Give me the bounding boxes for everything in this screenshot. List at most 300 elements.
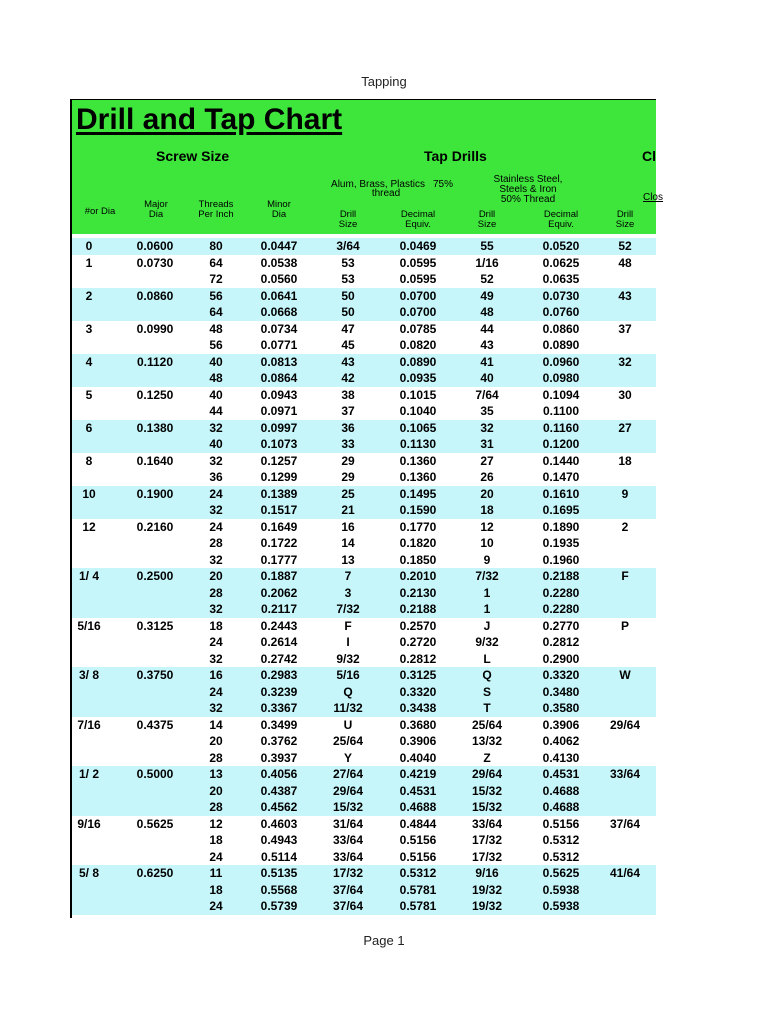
ss-decimal-equiv: 0.0730 [542,288,580,303]
drill-size: 9/32 [336,651,360,666]
table-row [72,552,656,569]
ss-decimal-equiv: 0.1610 [542,486,580,501]
minor-dia: 0.1517 [260,503,298,517]
decimal-equiv: 0.5156 [399,849,437,864]
subhead-stainless-3: 50% Thread [500,194,556,205]
table-group [72,717,656,767]
decimal-equiv: 0.2010 [399,569,437,583]
ss-drill-size: 10 [480,536,494,550]
major-dia: 0.0600 [136,239,174,253]
table-row [72,849,656,866]
threads-per-inch: 32 [209,453,223,468]
ss-decimal-equiv: 0.0960 [542,354,580,369]
decimal-equiv: 0.3906 [399,734,437,748]
ss-drill-size: 7/32 [475,569,499,583]
drill-size: 3/64 [336,239,360,253]
table-group [72,618,656,668]
minor-dia: 0.2614 [260,635,298,649]
threads-per-inch: 18 [209,833,223,847]
drill-size: 37/64 [332,899,364,913]
threads-per-inch: 24 [209,519,223,534]
decimal-equiv: 0.5781 [399,882,437,897]
table-row [72,255,656,272]
ss-decimal-equiv: 0.3580 [542,701,580,715]
minor-dia: 0.0997 [260,420,298,435]
subhead-stainless-2: Steels & Iron [499,184,557,195]
decimal-equiv: 0.0890 [399,354,437,369]
col-head-decimal-1: Decimal [400,209,436,220]
decimal-equiv: 0.3438 [399,701,437,715]
col-head-threads-2: Per Inch [198,209,234,220]
drill-size: 14 [341,536,355,550]
col-head-dia: #or Dia [84,206,116,217]
clearance-drill: 30 [618,387,632,402]
table-group [72,354,656,387]
drill-size: 16 [341,519,355,534]
ss-decimal-equiv: 0.2280 [542,585,580,600]
table-row [72,271,656,288]
drill-size: 37/64 [332,882,364,897]
ss-decimal-equiv: 0.4062 [542,734,580,748]
table-group [72,321,656,354]
table-row [72,865,656,882]
subhead-alum: Alum, Brass, Plastics [331,179,425,190]
table-row [72,634,656,651]
drill-size: 13 [341,552,355,567]
header-band [72,100,663,234]
minor-dia: 0.0771 [260,338,298,352]
col-head-major-1: Major [144,199,168,210]
drill-size: 21 [341,503,355,517]
ss-drill-size: 44 [480,321,494,336]
ss-decimal-equiv: 0.4688 [542,800,580,814]
major-dia: 0.2500 [136,569,174,583]
minor-dia: 0.0538 [260,255,298,270]
subhead-alum-thread: thread [371,188,401,199]
clearance-drill: 29/64 [609,717,641,732]
ss-drill-size: 18 [480,503,494,517]
major-dia: 0.3750 [136,668,174,682]
table-group [72,766,656,816]
major-dia: 0.1250 [136,387,174,402]
minor-dia: 0.4387 [260,783,298,798]
major-dia: 0.6250 [136,866,174,880]
clearance-drill: 32 [618,354,632,369]
table-row [72,304,656,321]
ss-drill-size: 43 [480,338,494,352]
ss-decimal-equiv: 0.0635 [542,272,580,286]
minor-dia: 0.4603 [260,816,298,831]
major-dia: 0.1120 [136,354,174,369]
major-dia: 0.1900 [136,486,174,501]
table-group [72,288,656,321]
table-group [72,420,656,453]
ss-decimal-equiv: 0.4688 [542,783,580,798]
drill-size: 29 [341,470,355,484]
ss-decimal-equiv: 0.5312 [542,849,580,864]
ss-decimal-equiv: 0.2812 [542,635,580,649]
drill-size: 45 [341,338,355,352]
drill-size: 3 [344,585,352,600]
table-group [72,865,656,915]
drill-size: 36 [341,420,355,435]
ss-drill-size: 20 [480,486,494,501]
section-tap-drills: Tap Drills [424,148,487,164]
table-row [72,733,656,750]
major-dia: 0.0860 [136,288,174,303]
clearance-drill: 37 [618,321,632,336]
drill-size: 33/64 [332,849,364,864]
clearance-drill: 9 [621,486,629,501]
table-row [72,436,656,453]
table-row [72,469,656,486]
ss-drill-size: 49 [480,288,494,303]
major-dia: 0.5625 [136,816,174,831]
col-head-minor-1: Minor [267,199,291,210]
ss-drill-size: Q [482,668,492,682]
threads-per-inch: 28 [209,750,223,765]
decimal-equiv: 0.4219 [399,767,437,781]
minor-dia: 0.3762 [260,734,298,748]
minor-dia: 0.1257 [260,453,298,468]
decimal-equiv: 0.1850 [399,552,437,567]
ss-drill-size: 31 [480,437,494,451]
threads-per-inch: 72 [209,272,223,286]
ss-drill-size: 26 [480,470,494,484]
decimal-equiv: 0.0820 [399,338,437,352]
threads-per-inch: 24 [209,899,223,913]
decimal-equiv: 0.1040 [399,404,437,418]
drill-size: Y [343,750,352,765]
drill-size: 5/16 [336,668,360,682]
ss-drill-size: 40 [480,371,494,385]
decimal-equiv: 0.2812 [399,651,437,666]
threads-per-inch: 40 [209,437,223,451]
drill-size: 53 [341,272,355,286]
minor-dia: 0.5739 [260,899,298,913]
table-row [72,420,656,437]
decimal-equiv: 0.1770 [399,519,437,534]
ss-drill-size: 33/64 [471,816,503,831]
decimal-equiv: 0.0595 [399,272,437,286]
drill-size: Q [343,684,353,699]
minor-dia: 0.0668 [260,305,298,319]
screw-dia: 7/16 [77,717,101,732]
minor-dia: 0.1299 [260,470,298,484]
subhead-closed-link[interactable]: Clos [642,192,663,203]
threads-per-inch: 36 [209,470,223,484]
col-head-threads-1: Threads [198,199,234,210]
clearance-drill: 41/64 [609,866,641,880]
minor-dia: 0.1073 [260,437,298,451]
major-dia: 0.0990 [136,321,174,336]
col-head-drill-b-2: Size [477,219,497,230]
table-row [72,337,656,354]
clearance-drill: 18 [618,453,632,468]
drill-size: 43 [341,354,355,369]
ss-drill-size: 19/32 [471,899,503,913]
table-group [72,519,656,569]
col-head-decimal-2: Equiv. [405,219,431,230]
ss-decimal-equiv: 0.1935 [542,536,580,550]
table-row [72,453,656,470]
ss-decimal-equiv: 0.2280 [542,602,580,616]
drill-size: 47 [341,321,355,336]
ss-decimal-equiv: 0.0625 [542,255,580,270]
drill-size: 53 [341,255,355,270]
ss-drill-size: 17/32 [471,849,503,864]
threads-per-inch: 48 [209,321,223,336]
table-group [72,387,656,420]
ss-drill-size: 29/64 [471,767,503,781]
minor-dia: 0.1649 [260,519,298,534]
major-dia: 0.2160 [136,519,174,534]
threads-per-inch: 32 [209,701,223,715]
ss-decimal-equiv: 0.3906 [542,717,580,732]
table-row [72,238,656,255]
ss-drill-size: 19/32 [471,882,503,897]
minor-dia: 0.1389 [260,486,298,501]
decimal-equiv: 0.2188 [399,602,437,616]
ss-decimal-equiv: 0.1160 [542,420,580,435]
drill-size: 50 [341,288,355,303]
table-group [72,667,656,717]
decimal-equiv: 0.4531 [399,783,437,798]
minor-dia: 0.3367 [260,701,298,715]
ss-drill-size: 41 [480,354,494,369]
threads-per-inch: 48 [209,371,223,385]
screw-dia: 3 [85,321,93,336]
decimal-equiv: 0.3680 [399,717,437,732]
major-dia: 0.4375 [136,717,174,732]
screw-dia: 1/ 2 [78,767,99,781]
ss-drill-size: J [483,618,491,633]
table-row [72,651,656,668]
ss-decimal-equiv: 0.2770 [542,618,580,633]
threads-per-inch: 40 [209,387,223,402]
drill-size: 15/32 [332,800,364,814]
table-group [72,816,656,866]
ss-decimal-equiv: 0.1960 [542,552,580,567]
ss-drill-size: 9 [483,552,491,567]
table-row [72,832,656,849]
table-row [72,882,656,899]
table-row [72,502,656,519]
table-group [72,568,656,618]
ss-decimal-equiv: 0.4531 [542,767,580,781]
minor-dia: 0.0560 [260,272,298,286]
ss-decimal-equiv: 0.3480 [542,684,580,699]
decimal-equiv: 0.1590 [399,503,437,517]
ss-decimal-equiv: 0.5625 [542,866,580,880]
ss-drill-size: 48 [480,305,494,319]
drill-size: 29/64 [332,783,364,798]
table-row [72,601,656,618]
drill-size: 27/64 [332,767,364,781]
screw-dia: 5 [85,387,93,402]
screw-dia: 2 [85,288,93,303]
threads-per-inch: 32 [209,651,223,666]
threads-per-inch: 32 [209,420,223,435]
drill-size: 50 [341,305,355,319]
screw-dia: 10 [82,486,96,501]
drill-size: 38 [341,387,355,402]
drill-size: 33 [341,437,355,451]
ss-decimal-equiv: 0.1094 [542,387,580,402]
clearance-drill: W [619,668,631,682]
ss-decimal-equiv: 0.5312 [542,833,580,847]
decimal-equiv: 0.5312 [399,866,437,880]
decimal-equiv: 0.2720 [399,635,437,649]
clearance-drill: 37/64 [609,816,641,831]
ss-drill-size: 9/16 [475,866,499,880]
decimal-equiv: 0.1360 [399,470,437,484]
ss-drill-size: 17/32 [471,833,503,847]
table-row [72,684,656,701]
table-row [72,354,656,371]
minor-dia: 0.4943 [260,833,298,847]
threads-per-inch: 18 [209,618,223,633]
threads-per-inch: 14 [209,717,223,732]
ss-decimal-equiv: 0.3320 [542,668,580,682]
minor-dia: 0.2117 [260,602,298,616]
table-row [72,370,656,387]
table-row [72,486,656,503]
major-dia: 0.1380 [136,420,174,435]
table-row [72,568,656,585]
minor-dia: 0.4056 [260,767,298,781]
screw-dia: 4 [85,354,93,369]
drill-size: 42 [341,371,355,385]
ss-decimal-equiv: 0.5156 [542,816,580,831]
clearance-drill: 33/64 [609,767,641,781]
major-dia: 0.0730 [136,255,174,270]
ss-drill-size: 35 [480,404,494,418]
ss-drill-size: 12 [480,519,494,534]
clearance-drill: 48 [618,255,632,270]
screw-dia: 3/ 8 [78,668,99,682]
subhead-alum-pct: 75% [432,179,453,190]
drill-size: 33/64 [332,833,364,847]
screw-dia: 5/16 [77,618,101,633]
clearance-drill: 52 [618,239,632,253]
decimal-equiv: 0.4844 [399,816,437,831]
decimal-equiv: 0.3125 [399,668,437,682]
minor-dia: 0.0813 [260,354,298,369]
table-row [72,387,656,404]
ss-decimal-equiv: 0.0760 [542,305,580,319]
ss-drill-size: 55 [480,239,494,253]
minor-dia: 0.3239 [260,684,298,699]
decimal-equiv: 0.0700 [399,305,437,319]
threads-per-inch: 32 [209,552,223,567]
minor-dia: 0.4562 [260,800,298,814]
table-row [72,783,656,800]
threads-per-inch: 20 [209,734,223,748]
decimal-equiv: 0.1130 [399,437,437,451]
decimal-equiv: 0.0935 [399,371,437,385]
screw-dia: 1 [85,255,93,270]
minor-dia: 0.1777 [260,552,298,567]
drill-size: F [344,618,352,633]
ss-drill-size: 32 [480,420,494,435]
screw-dia: 1/ 4 [78,569,99,583]
clearance-drill: F [621,569,629,583]
threads-per-inch: 28 [209,800,223,814]
table-row [72,667,656,684]
decimal-equiv: 0.0469 [399,239,437,253]
major-dia: 0.5000 [136,767,174,781]
decimal-equiv: 0.1360 [399,453,437,468]
page-footer: Page 1 [363,933,405,948]
ss-decimal-equiv: 0.1440 [542,453,580,468]
screw-dia: 0 [85,239,93,253]
drill-size: 31/64 [332,816,364,831]
threads-per-inch: 24 [209,849,223,864]
table-group [72,255,656,288]
decimal-equiv: 0.3320 [399,684,437,699]
minor-dia: 0.0734 [260,321,298,336]
major-dia: 0.3125 [136,618,174,633]
decimal-equiv: 0.1065 [399,420,437,435]
threads-per-inch: 18 [209,882,223,897]
table-group [72,238,656,255]
threads-per-inch: 20 [209,783,223,798]
decimal-equiv: 0.0595 [399,255,437,270]
drill-size: 37 [341,404,355,418]
threads-per-inch: 56 [209,338,223,352]
ss-drill-size: 27 [480,453,494,468]
decimal-equiv: 0.4040 [399,750,437,765]
minor-dia: 0.2062 [260,585,298,600]
screw-dia: 6 [85,420,93,435]
screw-dia: 8 [85,453,93,468]
threads-per-inch: 40 [209,354,223,369]
decimal-equiv: 0.4688 [399,800,437,814]
ss-decimal-equiv: 0.4130 [542,750,580,765]
table-group [72,453,656,486]
ss-drill-size: S [482,684,491,699]
ss-decimal-equiv: 0.0520 [542,239,580,253]
table-row [72,898,656,915]
minor-dia: 0.0864 [260,371,298,385]
table-row [72,519,656,536]
threads-per-inch: 32 [209,602,223,616]
ss-drill-size: 15/32 [471,800,503,814]
drill-size: I [346,635,350,649]
col-head-decimal-b-1: Decimal [543,209,579,220]
ss-decimal-equiv: 0.0860 [542,321,580,336]
table-row [72,535,656,552]
threads-per-inch: 44 [209,404,223,418]
col-head-drill-c-1: Drill [616,209,634,220]
ss-drill-size: 52 [480,272,494,286]
decimal-equiv: 0.5781 [399,899,437,913]
drill-tap-sheet [70,99,663,918]
threads-per-inch: 64 [209,255,223,270]
table-row [72,618,656,635]
minor-dia: 0.1887 [260,569,298,583]
minor-dia: 0.3499 [260,717,298,732]
table-row [72,799,656,816]
threads-per-inch: 28 [209,536,223,550]
clearance-drill: P [620,618,629,633]
minor-dia: 0.1722 [260,536,298,550]
ss-decimal-equiv: 0.5938 [542,899,580,913]
minor-dia: 0.0447 [260,239,298,253]
ss-decimal-equiv: 0.1890 [542,519,580,534]
col-head-major-2: Dia [148,209,164,220]
